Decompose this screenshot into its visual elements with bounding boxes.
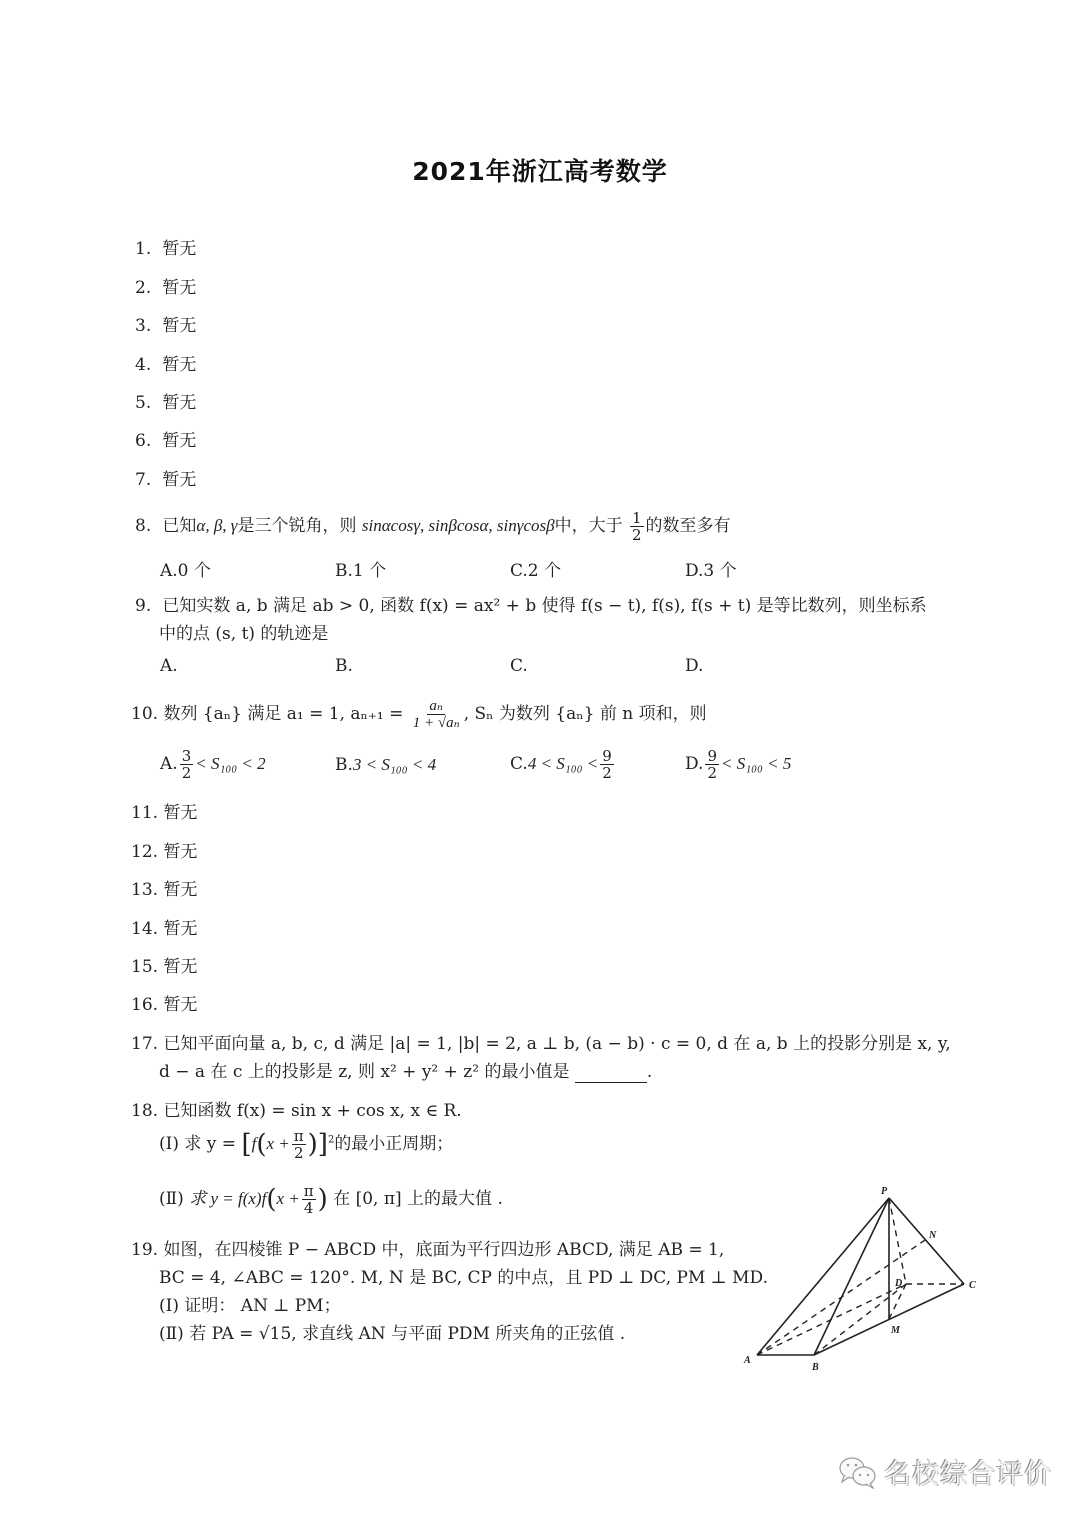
question-18-part2: (Ⅱ) 求 y = f(x)f(x + $\frac{\pi}{4}$ ) 在 [0, π] 上的最大值 . (159, 1182, 503, 1217)
q8-option-a: A.0 个 (160, 561, 211, 581)
watermark (838, 1452, 1052, 1491)
question-12: 12. 暂无 (131, 842, 198, 862)
pyramid-figure (740, 1180, 990, 1380)
question-9: 9. 已知实数 a, b 满足 ab > 0, 函数 f(x) = ax² + b 使得 f(s − t), f(s), f(s + t) 是等比数列，则坐标系 (135, 596, 927, 616)
label-a: A (744, 1355, 751, 1366)
question-11: 11. 暂无 (131, 803, 198, 823)
label-p: P (881, 1186, 888, 1197)
question-19: 19. 如图，在四棱锥 P − ABCD 中，底面为平行四边形 ABCD, 满足 AB = 1, (131, 1240, 725, 1260)
question-1: 1. 暂无 (135, 239, 197, 259)
q9-option-c: C. (510, 656, 528, 676)
q9-option-a: A. (160, 656, 178, 676)
q9-option-b: B. (335, 656, 353, 676)
q8-option-d: D.3 个 (685, 561, 737, 581)
q8-option-c: C.2 个 (510, 561, 562, 581)
fraction-recurrence: $\frac{\text{aₙ}}{\text{1 + √aₙ}}$ (412, 698, 460, 731)
question-10: 10. 数列 {aₙ} 满足 a₁ = 1, aₙ₊₁ = $\frac{\text{aₙ}}{\text{1 + √aₙ}}$ , Sₙ 为数列 {aₙ} 前 n 项和，则 (131, 698, 707, 731)
wechat-icon (838, 1455, 878, 1489)
question-17: 17. 已知平面向量 a, b, c, d 满足 |a| = 1, |b| = 2, a ⊥ b, (a − b) · c = 0, d 在 a, b 上的投影分别是 x, y, (131, 1034, 951, 1054)
question-16: 16. 暂无 (131, 995, 198, 1015)
q10-option-c: C.4 < S₁₀₀ < $\frac{9}{2}$ (510, 747, 612, 782)
question-19-part1: (Ⅰ) 证明： AN ⊥ PM； (159, 1296, 341, 1316)
question-19-line2: BC = 4, ∠ABC = 120°. M, N 是 BC, CP 的中点，且 PD ⊥ DC, PM ⊥ MD. (159, 1268, 768, 1288)
question-7: 7. 暂无 (135, 470, 197, 490)
answer-blank (575, 1066, 647, 1083)
question-3: 3. 暂无 (135, 316, 197, 336)
question-2: 2. 暂无 (135, 278, 197, 298)
question-14: 14. 暂无 (131, 919, 198, 939)
watermark-text: 名校综合评价 (884, 1459, 1052, 1490)
q10-option-b: B.3 < S₁₀₀ < 4 (335, 755, 437, 775)
question-17-line2: d − a 在 c 上的投影是 z, 则 x² + y² + z² 的最小值是 . (159, 1062, 653, 1082)
q9-option-d: D. (685, 656, 704, 676)
q10-option-d: D. $\frac{9}{2}$ < S₁₀₀ < 5 (685, 747, 792, 782)
q8-option-b: B.1 个 (335, 561, 387, 581)
question-6: 6. 暂无 (135, 431, 197, 451)
fraction-one-half: $\frac{1}{2}$ (632, 509, 642, 544)
label-b: B (812, 1362, 819, 1373)
label-m: M (891, 1325, 900, 1336)
question-9-line2: 中的点 (s, t) 的轨迹是 (159, 624, 329, 644)
q10-option-a: A. $\frac{3}{2}$ < S₁₀₀ < 2 (160, 747, 266, 782)
label-d: D (895, 1278, 903, 1289)
question-18: 18. 已知函数 f(x) = sin x + cos x, x ∈ R. (131, 1101, 462, 1121)
question-13: 13. 暂无 (131, 880, 198, 900)
question-5: 5. 暂无 (135, 393, 197, 413)
question-18-part1: (Ⅰ) 求 y = [f(x + $\frac{\pi}{2}$ )]$^2$的最小正周期； (159, 1127, 454, 1162)
label-c: C (969, 1280, 976, 1291)
question-8: 8. 已知α, β, γ是三个锐角，则 sinαcosγ, sinβcosα, sinγcosβ中，大于 $\frac{1}{2}$ 的数至多有 (135, 509, 731, 544)
question-15: 15. 暂无 (131, 957, 198, 977)
page-title: 2021年浙江高考数学 (412, 157, 668, 186)
label-n: N (929, 1230, 937, 1241)
question-4: 4. 暂无 (135, 355, 197, 375)
question-19-part2: (Ⅱ) 若 PA = √15, 求直线 AN 与平面 PDM 所夹角的正弦值 . (159, 1324, 626, 1344)
